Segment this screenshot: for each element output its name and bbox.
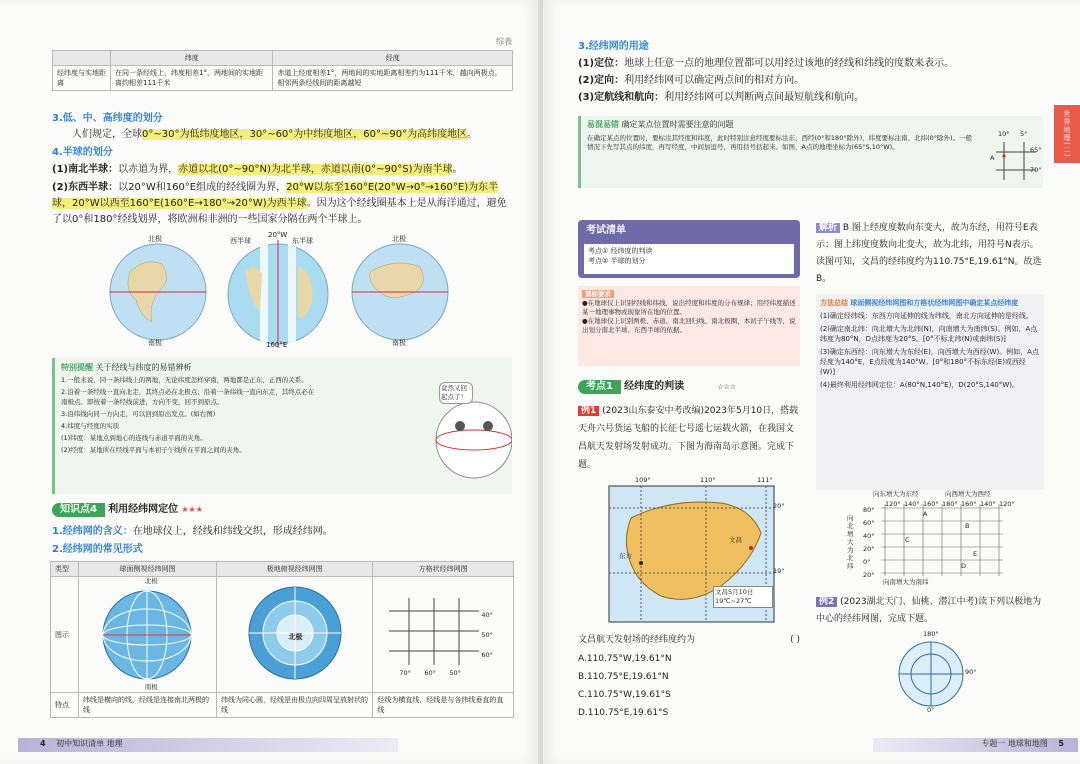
tip-line: (1)纬度：某地点到地心的连线与赤道平面的夹角。 — [61, 434, 207, 442]
curriculum-requirements — [578, 286, 800, 366]
question-line — [578, 634, 800, 647]
polar-view-figure — [216, 577, 372, 693]
kd1-badge: 考点1 — [578, 380, 621, 394]
kd1-stars: ☆☆☆ — [717, 383, 737, 391]
method-summary — [816, 294, 1044, 490]
s4-1-highlight: 赤道以北(0°~90°N)为北半球，赤道以南(0°~90°S)为南半球 — [178, 164, 453, 175]
grid-lon-1: 70° — [399, 669, 411, 677]
g2-top: 20°W — [268, 231, 288, 239]
grid-lat-2: 50° — [481, 631, 493, 639]
ex2-label: 例2 — [816, 597, 837, 607]
s4-2-post: 。因为这个经线圈基本上是从海洋通过，避免了以0°和180°经线划界，将欧洲和非洲的一些国家分隔在两个半球上。 — [52, 198, 507, 225]
row-feature-label: 特点 — [51, 693, 79, 718]
section-3-text — [52, 128, 512, 142]
kd1-title: 经纬度的判读 — [624, 381, 685, 392]
confusion-tip-box — [578, 116, 1043, 188]
left-page-number: 4 — [40, 739, 46, 748]
side-tab[interactable]: 世界地理(二) — [1054, 105, 1080, 163]
weather-date: 文昌5月10日 — [715, 588, 754, 596]
mini-lon-1: 10° — [998, 130, 1010, 138]
th-polar-view: 极地俯视经纬网图 — [216, 562, 372, 577]
feat-polar: 纬线为同心圆，经线是由极点向四周呈放射状的线 — [216, 693, 372, 718]
section-4-title: 4.半球的划分 — [52, 147, 113, 158]
uses-title: 3.经纬网的用途 — [578, 41, 649, 52]
method-line: (1)确定经纬线：东西方向延伸的线为纬线，南北方向延伸的是经线。 — [820, 312, 1033, 320]
weather-card — [713, 586, 773, 608]
map-lon-3: 111° — [757, 476, 773, 484]
polar2-bottom: 0° — [927, 706, 935, 714]
th-latitude: 纬度 — [111, 51, 273, 66]
grid2-lon: 160° — [961, 500, 977, 508]
tip-line: (2)经度：某地所在经线平面与本初子午线所在平面之间的夹角。 — [61, 446, 246, 454]
graticule-forms-table — [50, 561, 514, 718]
tip2-text: 在确定某点的位置时，要标注其经度和纬度，此时特别注意经度要标注东、西经(0°和180°除外)，纬度要标注南、北纬(0°除外)。一般情况下先写其点的纬度，再写经度，中间加逗号，再用括号括起来。如图，A点的地理坐标为(65°S,10°W)。 — [587, 134, 973, 151]
tip-lines — [61, 376, 431, 455]
s4-2-pre: 以20°W和160°E组成的经线圈为界， — [118, 182, 287, 193]
grid2-point-b: B — [965, 522, 970, 530]
g3-bottom: 南极 — [392, 339, 406, 347]
hemisphere-ns — [52, 163, 514, 177]
answer-paren: ( ) — [790, 635, 800, 645]
use-label: (3)定航线和航向： — [578, 92, 665, 103]
special-tip-box — [52, 358, 512, 494]
row-image-label: 图示 — [51, 577, 79, 693]
grid2-lon: 120° — [885, 500, 901, 508]
method-label: 方法总结 — [820, 299, 848, 307]
tip-line: 2.沿着一条经线一直向北走，其终点必在北极点；沿着一条纬线一直向东走，其终点必在 — [61, 388, 315, 396]
kd1-header — [578, 380, 736, 394]
method-line: (2)确定南北纬：向北增大为北纬(N)，向南增大为南纬(S)。例如，A点纬度为80°N，D点纬度为20°S。[0°不标北纬(N)或南纬(S)] — [820, 325, 1038, 343]
polar2-right: 90° — [965, 668, 977, 676]
mini-point: A — [990, 154, 995, 162]
ex1-label: 例1 — [578, 406, 599, 416]
hainan-map — [601, 478, 783, 628]
option-b[interactable]: B.110.75°E,19.61°N — [578, 672, 669, 682]
grid2-lat: 40° — [863, 532, 875, 540]
tip-heading: 关于经线与纬度的易错辨析 — [95, 363, 192, 372]
hemisphere-globes — [100, 232, 520, 350]
tip-line: 3.沿纬线向同一方向走，可以回到原出发点。(如右图) — [61, 410, 216, 418]
tip2-title: 易混易错 — [587, 120, 619, 129]
use-text: 地球上任意一点的地理位置都可以用经过该地的经线和纬线的度数来表示。 — [624, 58, 955, 69]
section-3-title: 3.低、中、高纬度的划分 — [52, 113, 163, 124]
example-2 — [816, 594, 1044, 628]
map-city-wenchang: 文昌 — [729, 536, 742, 544]
tip-line: 南极点。即按着一条经线前进，方向不变，回不到原点。 — [61, 398, 224, 406]
grid2-point-a: A — [923, 510, 928, 518]
analysis-text: B 图上经度度数向东变大，故为东经，用符号E表示；图上纬度度数向北变大，故为北纬，用符号N表示。读图可知，文昌的经纬度约为110.75°E,19.61°N。故选B。 — [816, 223, 1042, 284]
mini-lon-2: 5° — [1020, 130, 1028, 138]
right-footer — [873, 738, 1078, 752]
grid2-lat: 20° — [863, 571, 875, 579]
map-lat-1: 20° — [773, 502, 785, 510]
map-lon-2: 110° — [700, 476, 716, 484]
grid-lat-1: 40° — [481, 611, 493, 619]
feat-side: 纬线是横向的线，经线是连接南北两极的线 — [79, 693, 217, 718]
grid2-lat: 20° — [863, 545, 875, 553]
grid2-top-left: 向东增大为东经 — [873, 490, 919, 498]
left-page — [0, 0, 538, 764]
side-view-figure — [79, 577, 217, 693]
tip-line: 1.一般来说，同一条纬线上的两地，无论纬度怎样穿南，两地都是正东、正西的关系。 — [61, 376, 308, 384]
grid2-point-e: E — [973, 550, 978, 558]
grid2-point-d: D — [961, 562, 967, 570]
th-type: 类型 — [51, 562, 79, 577]
method-line: (4)最终利用经纬网定位：A(80°N,140°E)，D(20°S,140°W)。 — [820, 381, 1020, 389]
polar-label: 北极 — [288, 633, 303, 642]
g1-bottom: 南极 — [148, 339, 162, 347]
left-footer-text: 初中知识清单 地理 — [56, 739, 123, 748]
cell-lon-distance: 赤道上经度相差1°，两地间的实地距离相差约为111千米，越向两极点，相邻两条经线间的距离越短 — [273, 66, 513, 91]
polar-map-2-figure — [891, 634, 971, 714]
method-title: 球面侧视经纬网图和方格状经纬网图中确定某点经纬度 — [850, 299, 1019, 307]
method-line: (3)确定东西经：向东增大为东经(E)，向西增大为西经(W)。例如，A点经度为140°E，E点经度为140°W。[0°和180°不标东经(E)或西经(W)] — [820, 348, 1039, 376]
option-d[interactable]: D.110.75°E,19.61°S — [578, 708, 669, 718]
grid2-lon: 180° — [942, 500, 958, 508]
cell-lat-distance: 在同一条经线上，纬度相差1°，两地间的实地距离约相差111千米 — [111, 66, 273, 91]
th-grid-view: 方格状经纬网图 — [373, 562, 514, 577]
s4-2-label: (2)东西半球： — [52, 182, 119, 193]
exam-list-card — [578, 220, 800, 278]
tip-title: 特别提醒 — [61, 363, 93, 372]
req-line: ●在地球仪上识别经线和纬线，说出经度和纬度的分布规律；用经纬度描述某一地理事物或现象所在地的位置。 — [582, 299, 796, 316]
exam-items — [584, 244, 794, 274]
tip-header — [61, 362, 192, 373]
use-item — [578, 74, 1038, 88]
grid2-lat: 80° — [863, 506, 875, 514]
mini-grid-icon — [986, 130, 1044, 186]
globe-east-west-icon — [228, 240, 328, 348]
p1-text: 在地球仪上，经线和纬线交织，形成经纬网。 — [132, 526, 333, 537]
grid2-lon: 140° — [980, 500, 996, 508]
use-text: 利用经纬网可以判断两点间最短航线和航向。 — [664, 92, 865, 103]
p1-title: 1.经纬网的含义： — [52, 526, 133, 537]
grid2-lon: 120° — [999, 500, 1015, 508]
ex1-text: (2023山东泰安中考改编)2023年5月10日，搭载天舟六号货运飞船的长征七号遥七运载火箭，在我国文昌航天发射场发射成功。下图为海南岛示意图。完成下题。 — [578, 406, 799, 470]
grid2-left-label: 向北增大为北纬 — [847, 514, 854, 570]
map-city-dongfang: 东方 — [619, 552, 632, 560]
analysis — [816, 220, 1044, 288]
polar2-top: 180° — [923, 630, 939, 638]
page-corner-label: 综表 — [496, 37, 512, 46]
th-side-view: 球面侧视经纬网图 — [79, 562, 217, 577]
th-longitude: 经度 — [273, 51, 513, 66]
map-lon-1: 109° — [635, 476, 651, 484]
g2-right: 东半球 — [292, 237, 313, 245]
polar-map-2 — [891, 630, 977, 714]
grid-lon-3: 50° — [449, 669, 461, 677]
speech-bubble: 竟然又回起点了！ — [439, 382, 473, 404]
req-label: 课标要求 — [582, 290, 614, 298]
side-view-globe-icon — [97, 579, 197, 687]
coordinate-grid — [847, 488, 1015, 588]
map-lat-2: 19° — [773, 567, 785, 575]
globe-s-label: 南极 — [144, 683, 158, 691]
kp4-title: 利用经纬网定位 — [108, 504, 179, 515]
kp4-header — [52, 503, 203, 517]
s4-2-highlight: 20°W以东至160°E(20°W→0°→160°E)为东半球，20°W以西至160°E(160°E→180°→20°W)为西半球 — [52, 182, 499, 209]
s4-1-label: (1)南北半球： — [52, 164, 119, 175]
use-label: (2)定向： — [578, 75, 625, 86]
s4-1-post: 。 — [452, 164, 463, 175]
globes-illustration — [100, 232, 520, 350]
grid-lat-3: 60° — [481, 651, 493, 659]
use-label: (1)定位： — [578, 58, 625, 69]
tip2-heading: 确定某点位置时需要注意的问题 — [621, 120, 734, 129]
method-header — [820, 298, 1040, 308]
right-footer-text: 专题一 地球和地图 — [981, 739, 1048, 748]
grid2-bottom-label: 向南增大为南纬 — [883, 578, 929, 586]
exam-item: 考点① 经纬度的判读 — [588, 247, 653, 255]
kp4-point2-title: 2.经纬网的常见形式 — [52, 544, 143, 555]
ex2-text: (2023湖北天门、仙桃、潜江中考)读下列以极地为中心的经纬网图，完成下题。 — [816, 597, 1042, 624]
req-line: ●在地球仪上识别两极、赤道、南北回归线、南北极圈、本初子午线等，说出划分南北半球、东西半球的依据。 — [582, 317, 796, 334]
question-text: 文昌航天发射场的经纬度约为 — [578, 635, 696, 645]
g3-top: 北极 — [392, 235, 406, 243]
kp4-stars: ★★★ — [181, 505, 203, 514]
mini-lat-1: 65° — [1030, 146, 1042, 154]
use-item — [578, 91, 1038, 105]
kp4-badge: 知识点4 — [52, 503, 105, 517]
grid2-lon: 140° — [904, 500, 920, 508]
tip-line: 4.纬度与经度的实质 — [61, 422, 120, 430]
g2-bottom: 160°E — [266, 341, 288, 349]
s3-post: 。 — [467, 129, 478, 140]
hemisphere-ew — [52, 180, 514, 228]
analysis-label: 解析 — [816, 223, 840, 233]
option-a[interactable]: A.110.75°W,19.61°N — [578, 654, 672, 664]
exam-item: 考点② 半球的划分 — [588, 257, 646, 265]
option-c[interactable]: C.110.75°W,19.61°S — [578, 690, 671, 700]
grid2-lon: 160° — [923, 500, 939, 508]
use-item — [578, 57, 1038, 71]
uses-list — [578, 57, 1038, 105]
feat-grid: 经线为横直线，经线是与各纬线垂直的直线 — [373, 693, 514, 718]
s4-1-pre: 以赤道为界， — [118, 164, 179, 175]
tip2-header — [587, 119, 734, 130]
use-text: 利用经纬网可以确定两点间的相对方向。 — [624, 75, 805, 86]
distance-table — [52, 50, 513, 91]
s3-pre: 人们规定，全球 — [72, 129, 142, 140]
globe-n-label: 北极 — [144, 577, 158, 585]
right-page-number: 5 — [1058, 739, 1064, 748]
weather-temp: 19℃~27℃ — [715, 597, 752, 605]
example-1 — [578, 402, 800, 474]
grid2-lat: 0° — [863, 558, 871, 566]
right-page — [543, 0, 1080, 764]
row-label: 经纬度与实地距离 — [53, 66, 111, 91]
grid2-top-right: 向西增大为西经 — [945, 490, 991, 498]
globe-north-pole-icon — [352, 244, 448, 340]
kp4-point1 — [52, 525, 333, 539]
exam-title: 考试清单 — [586, 225, 626, 236]
grid-view-figure — [373, 577, 514, 693]
s3-highlight: 0°~30°为低纬度地区，30°~60°为中纬度地区，60°~90°为高纬度地区 — [142, 129, 468, 140]
mini-grid — [986, 130, 1044, 186]
mini-lat-2: 70° — [1030, 166, 1042, 174]
grid2-point-c: C — [905, 536, 910, 544]
grid-lon-2: 60° — [424, 669, 436, 677]
grid2-lat: 60° — [863, 519, 875, 527]
globe-north-south-icon — [110, 244, 206, 340]
g2-left: 西半球 — [230, 237, 251, 245]
g1-top: 北极 — [148, 235, 162, 243]
options — [578, 650, 672, 722]
left-footer — [18, 738, 398, 752]
